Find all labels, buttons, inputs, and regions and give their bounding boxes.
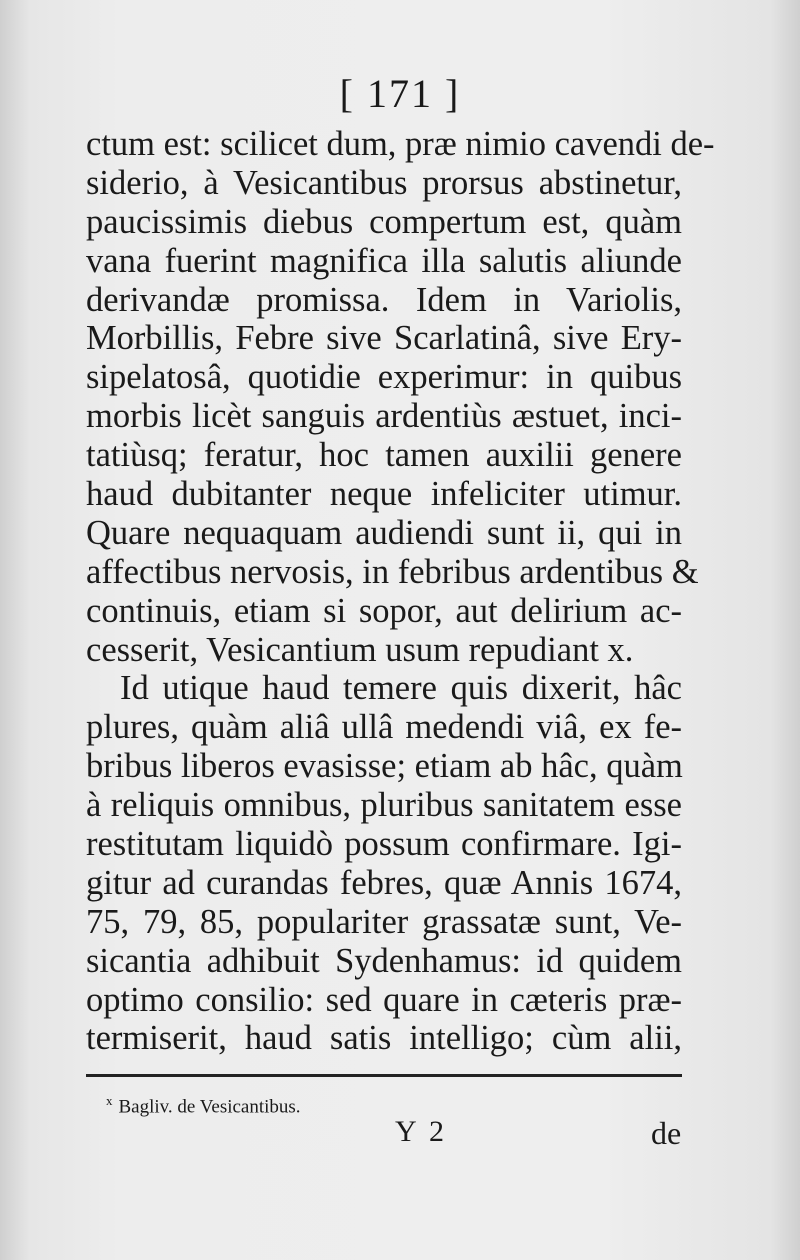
text-line: sicantia adhibuit Sydenhamus: id quidem: [86, 941, 682, 980]
signature-mark: Y 2: [395, 1115, 448, 1148]
text-line: sipelatosâ, quotidie experimur: in quibus: [86, 358, 682, 397]
text-line: vana fuerint magnifica illa salutis aliunde: [86, 241, 682, 280]
text-line: Id utique haud temere quis dixerit, hâc: [120, 669, 682, 708]
text-line: tatiùsq; feratur, hoc tamen auxilii genere: [86, 436, 682, 475]
catchword: de: [651, 1115, 682, 1151]
text-line: bribus liberos evasisse; etiam ab hâc, quàm: [86, 747, 683, 786]
text-line: cesserit, Vesicantium usum repudiant x.: [86, 630, 634, 669]
text-line: 75, 79, 85, populariter grassatæ sunt, Ve-: [86, 902, 682, 941]
text-line: plures, quàm aliâ ullâ medendi viâ, ex fe-: [86, 708, 682, 747]
text-line: haud dubitanter neque infeliciter utimur.: [86, 475, 682, 514]
text-line: affectibus nervosis, in febribus ardentibus &: [86, 552, 699, 591]
text-line: à reliquis omnibus, pluribus sanitatem esse: [86, 786, 682, 825]
text-line: derivandæ promissa. Idem in Variolis,: [86, 280, 682, 319]
text-line: Morbillis, Febre sive Scarlatinâ, sive Ery-: [86, 319, 682, 358]
text-line: restitutam liquidò possum confirmare. Igi-: [86, 825, 682, 864]
footnote-text: Bagliv. de Vesicantibus.: [118, 1096, 301, 1118]
text-line: siderio, à Vesicantibus prorsus abstinetur,: [86, 163, 682, 202]
text-line: optimo consilio: sed quare in cæteris præ-: [86, 980, 682, 1019]
text-line: Quare nequaquam audiendi sunt ii, qui in: [86, 513, 682, 552]
text-line: paucissimis diebus compertum est, quàm: [86, 202, 682, 241]
text-line: ctum est: scilicet dum, præ nimio cavendi de-: [86, 125, 715, 163]
text-line: gitur ad curandas febres, quæ Annis 1674,: [86, 863, 682, 902]
text-line: morbis licèt sanguis ardentiùs æstuet, inci-: [86, 397, 682, 436]
footnote-mark: x: [106, 1093, 113, 1108]
text-line: continuis, etiam si sopor, aut delirium ac-: [86, 591, 682, 630]
footnote-rule: [86, 1074, 682, 1077]
body-text: [86, 125, 715, 1058]
text-line: termiserit, haud satis intelligo; cùm alii,: [86, 1019, 682, 1058]
page-number: [ 171 ]: [339, 71, 461, 116]
footnote: [106, 1093, 301, 1118]
